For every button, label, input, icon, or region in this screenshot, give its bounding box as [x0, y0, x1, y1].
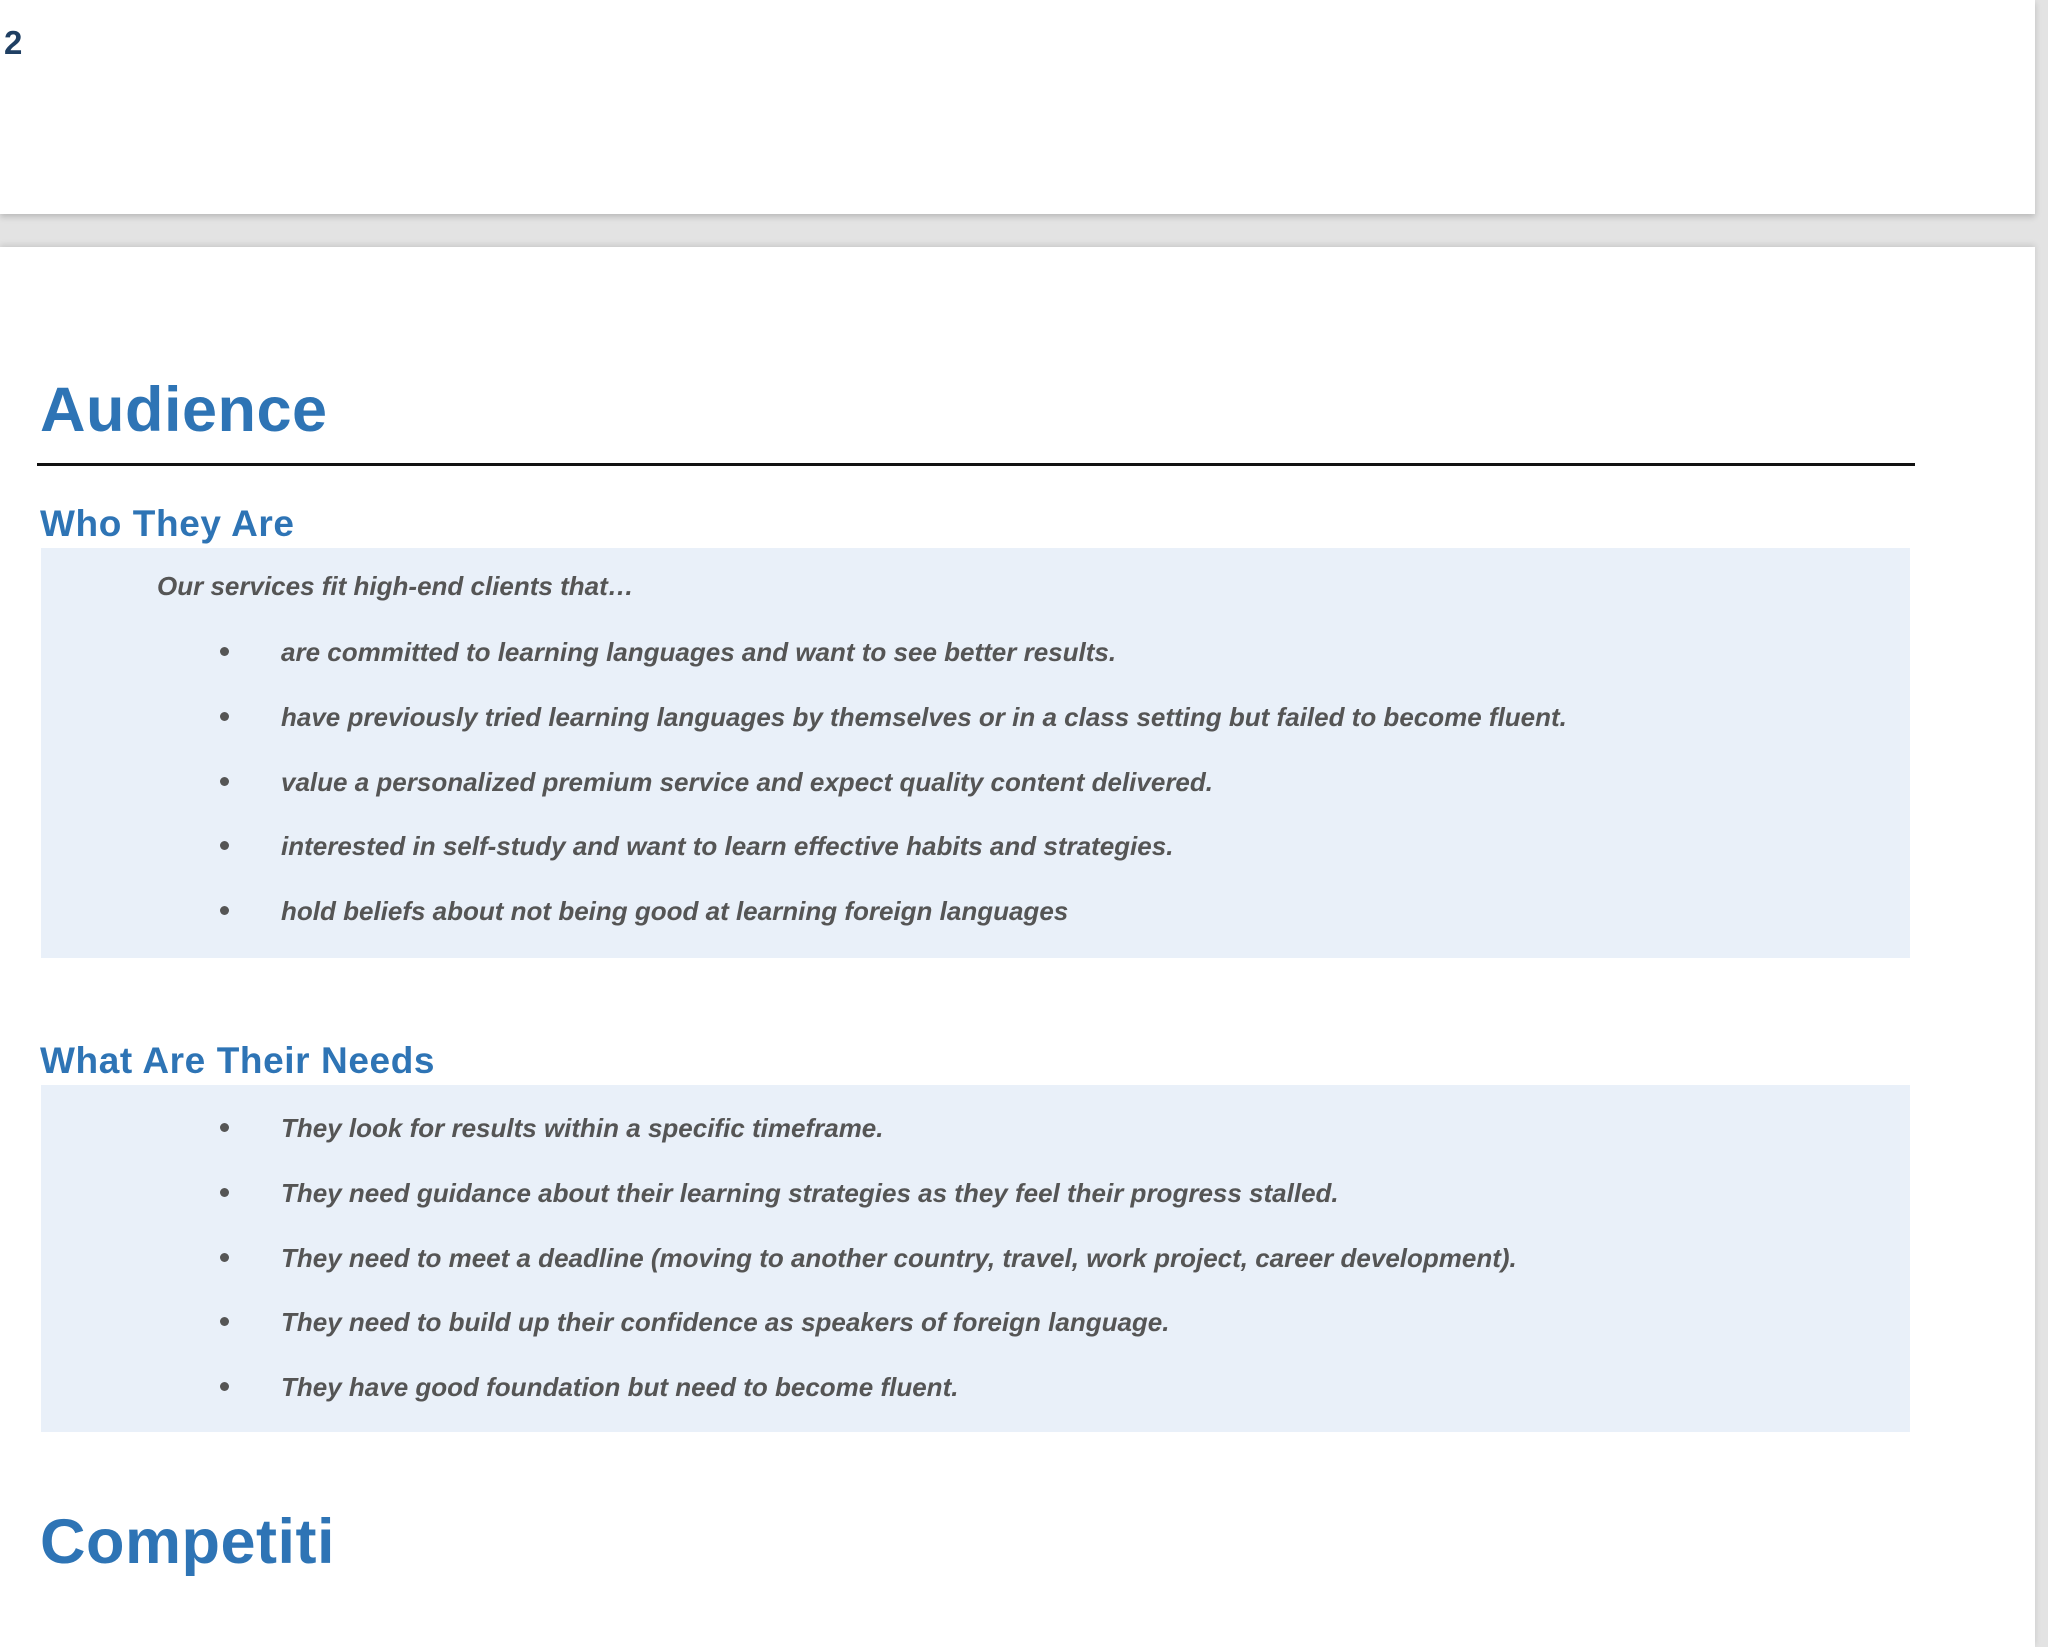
bullet-icon [220, 777, 229, 786]
bullet-icon [220, 647, 229, 656]
needs-list [41, 1115, 1910, 1439]
list-item-text: They need to build up their confidence as speakers of foreign language. [281, 1307, 1170, 1338]
previous-page [0, 0, 2035, 214]
list-item-text: hold beliefs about not being good at learning foreign languages [281, 896, 1069, 927]
needs-box [41, 1085, 1910, 1432]
bullet-icon [220, 712, 229, 721]
needs-heading: What Are Their Needs [40, 1040, 436, 1081]
list-item [41, 833, 1910, 898]
next-section-title: Competiti [40, 1507, 335, 1577]
page-number: 2 [4, 24, 23, 61]
bullet-icon [220, 1123, 229, 1132]
bullet-icon [220, 1382, 229, 1391]
list-item [41, 898, 1910, 963]
bullet-icon [220, 906, 229, 915]
list-item-text: They need guidance about their learning strategies as they feel their progress stalled. [281, 1177, 1339, 1208]
bullet-icon [220, 1317, 229, 1326]
list-item [41, 1309, 1910, 1374]
who-they-are-list [41, 639, 1910, 963]
document-page [0, 247, 2035, 1647]
list-item [41, 1242, 1910, 1310]
bullet-icon [220, 1188, 229, 1197]
list-item-text: have previously tried learning languages by themselves or in a class setting but failed to become fluent. [281, 701, 1567, 732]
bullet-icon [220, 841, 229, 850]
section-title: Audience [40, 375, 328, 445]
list-item [41, 1374, 1910, 1439]
section-divider [37, 463, 1915, 466]
list-item [41, 639, 1910, 704]
bullet-icon [220, 1253, 229, 1262]
list-item [41, 766, 1910, 834]
list-item-text: interested in self-study and want to learn effective habits and strategies. [281, 831, 1174, 862]
list-item-text: are committed to learning languages and want to see better results. [281, 637, 1117, 667]
who-they-are-box [41, 548, 1910, 958]
list-item [41, 1177, 1910, 1245]
list-item-text: They need to meet a deadline (moving to another country, travel, work project, career development). [281, 1242, 1517, 1273]
list-item [41, 701, 1910, 769]
who-they-are-intro: Our services fit high-end clients that… [157, 571, 634, 601]
list-item [41, 1115, 1910, 1180]
list-item-text: They look for results within a specific timeframe. [281, 1113, 884, 1143]
list-item-text: value a personalized premium service and expect quality content delivered. [281, 766, 1214, 797]
list-item-text: They have good foundation but need to become fluent. [281, 1372, 959, 1403]
who-they-are-heading: Who They Are [40, 503, 295, 544]
